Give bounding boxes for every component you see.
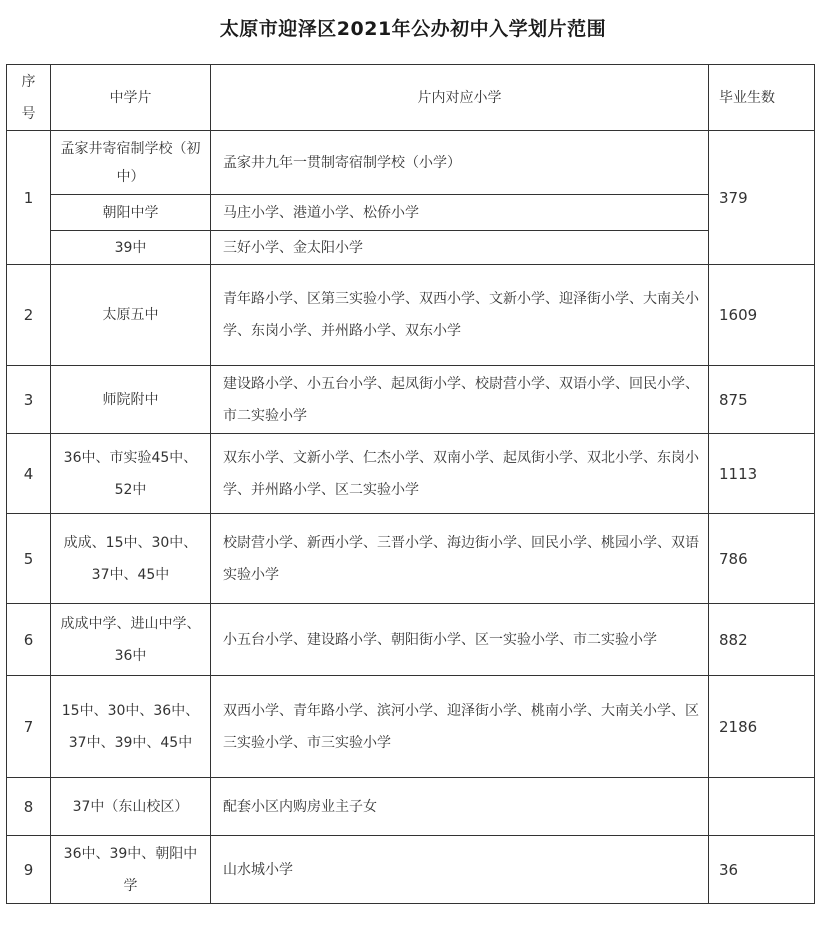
primary-schools-cell: 青年路小学、区第三实验小学、双西小学、文新小学、迎泽街小学、大南关小学、东岗小学、并州路小学、双东小学: [211, 265, 709, 366]
table-row: [7, 676, 815, 778]
row-index: 1: [7, 131, 51, 265]
enrollment-zone-table: [6, 64, 815, 904]
middle-school-cell: 师院附中: [51, 366, 211, 434]
middle-school-cell: 36中、市实验45中、52中: [51, 434, 211, 514]
middle-school-cell: 成成、15中、30中、37中、45中: [51, 514, 211, 604]
graduates-count: 882: [709, 604, 815, 676]
table-row: [7, 131, 815, 195]
table-row: [7, 434, 815, 514]
table-row: [7, 195, 815, 231]
middle-school-cell: 朝阳中学: [51, 195, 211, 231]
table-row: [7, 836, 815, 904]
primary-schools-cell: 山水城小学: [211, 836, 709, 904]
row-index: 3: [7, 366, 51, 434]
table-row: [7, 366, 815, 434]
table-row: [7, 514, 815, 604]
primary-schools-cell: 双西小学、青年路小学、滨河小学、迎泽街小学、桃南小学、大南关小学、区三实验小学、市三实验小学: [211, 676, 709, 778]
middle-school-cell: 36中、39中、朝阳中学: [51, 836, 211, 904]
page-title: 太原市迎泽区2021年公办初中入学划片范围: [219, 18, 607, 40]
header-middle-school: 中学片: [51, 65, 211, 131]
graduates-count: 1609: [709, 265, 815, 366]
primary-schools-cell: 建设路小学、小五台小学、起凤街小学、校尉营小学、双语小学、回民小学、市二实验小学: [211, 366, 709, 434]
graduates-count: 786: [709, 514, 815, 604]
table-row: [7, 604, 815, 676]
middle-school-cell: 37中（东山校区）: [51, 778, 211, 836]
graduates-count: 379: [709, 131, 815, 265]
primary-schools-cell: 小五台小学、建设路小学、朝阳街小学、区一实验小学、市二实验小学: [211, 604, 709, 676]
row-index: 8: [7, 778, 51, 836]
table-row: [7, 231, 815, 265]
graduates-count: 36: [709, 836, 815, 904]
graduates-count: 875: [709, 366, 815, 434]
header-graduates: 毕业生数: [709, 65, 815, 131]
middle-school-cell: 39中: [51, 231, 211, 265]
graduates-count: 1113: [709, 434, 815, 514]
row-index: 2: [7, 265, 51, 366]
row-index: 9: [7, 836, 51, 904]
middle-school-cell: 太原五中: [51, 265, 211, 366]
middle-school-cell: 15中、30中、36中、37中、39中、45中: [51, 676, 211, 778]
primary-schools-cell: 校尉营小学、新西小学、三晋小学、海边街小学、回民小学、桃园小学、双语实验小学: [211, 514, 709, 604]
graduates-count: [709, 778, 815, 836]
table-row: [7, 778, 815, 836]
row-index: 5: [7, 514, 51, 604]
table-row: [7, 265, 815, 366]
middle-school-cell: 成成中学、进山中学、36中: [51, 604, 211, 676]
primary-schools-cell: 配套小区内购房业主子女: [211, 778, 709, 836]
primary-schools-cell: 双东小学、文新小学、仁杰小学、双南小学、起凤街小学、双北小学、东岗小学、并州路小学、区二实验小学: [211, 434, 709, 514]
header-row: [7, 65, 815, 131]
row-index: 4: [7, 434, 51, 514]
graduates-count: 2186: [709, 676, 815, 778]
row-index: 7: [7, 676, 51, 778]
primary-schools-cell: 三好小学、金太阳小学: [211, 231, 709, 265]
row-index: 6: [7, 604, 51, 676]
primary-schools-cell: 孟家井九年一贯制寄宿制学校（小学）: [211, 131, 709, 195]
header-index: 序号: [7, 65, 51, 131]
header-primary-schools: 片内对应小学: [211, 65, 709, 131]
primary-schools-cell: 马庄小学、港道小学、松侨小学: [211, 195, 709, 231]
middle-school-cell: 孟家井寄宿制学校（初中）: [51, 131, 211, 195]
